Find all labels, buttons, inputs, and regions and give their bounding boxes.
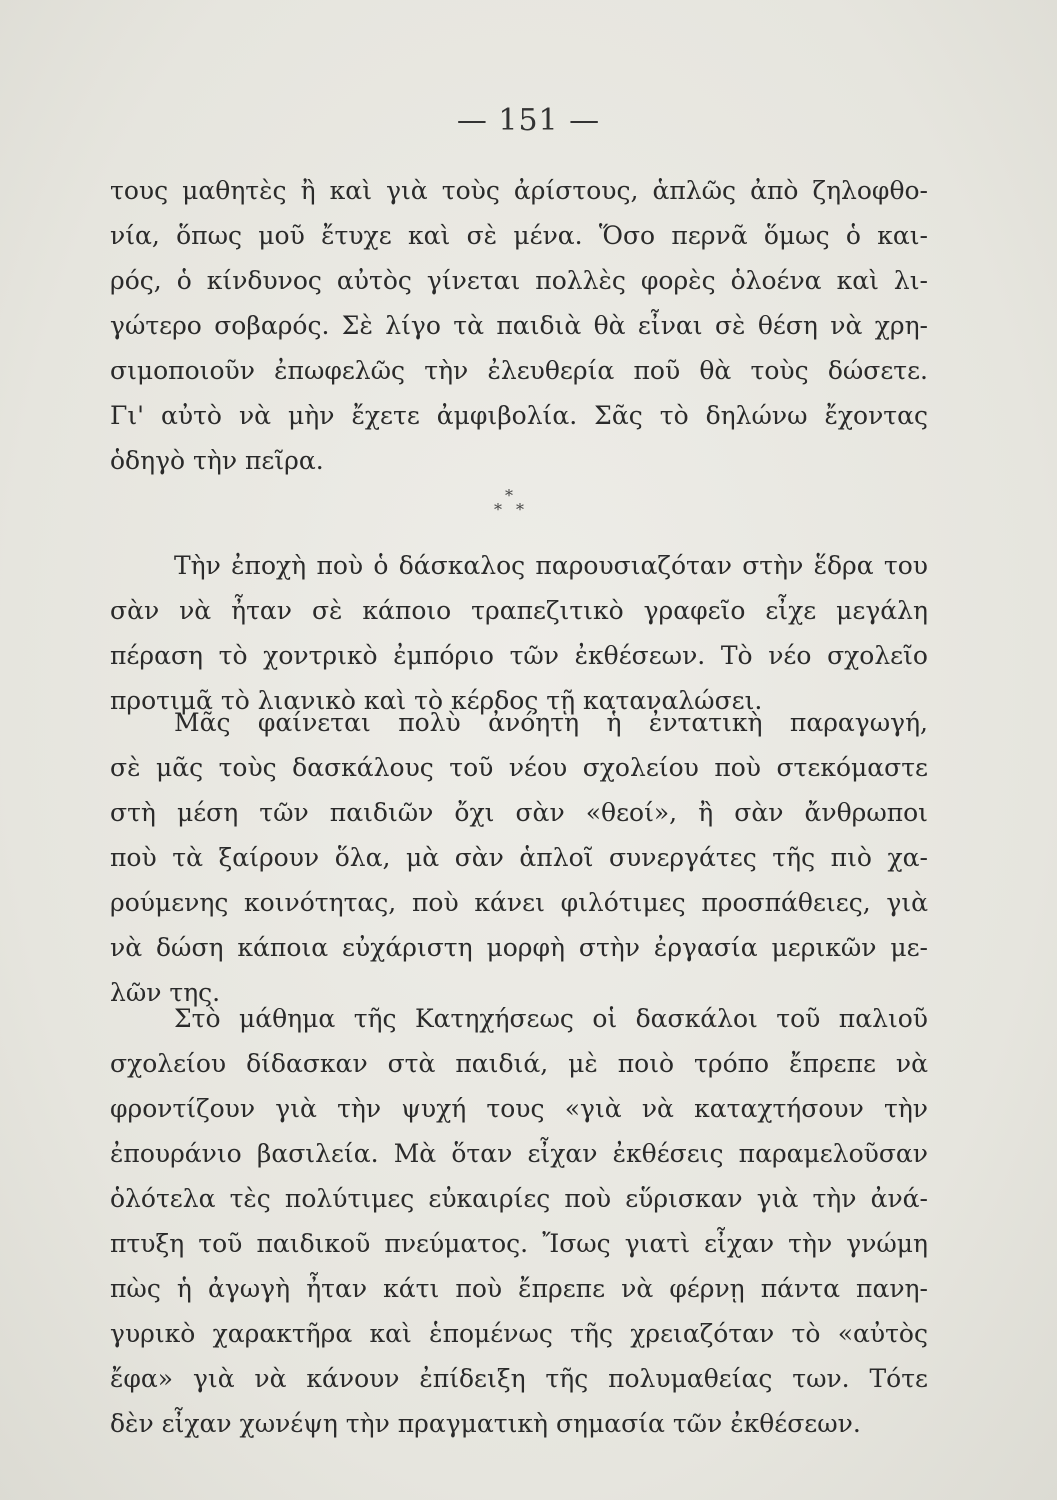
text-line: Τὴν ἐποχὴ ποὺ ὁ δάσκαλος παρουσιαζόταν στὴν ἕδρα του <box>174 551 928 580</box>
section-asterism <box>480 488 540 524</box>
text-line: ὁλότελα τὲς πολύτιμες εὐκαιρίες ποὺ εὕρισκαν γιὰ τὴν ἀνά- <box>110 1184 928 1213</box>
paragraph-4 <box>110 996 928 1446</box>
text-line: πτυξη τοῦ παιδικοῦ πνεύματος. Ἴσως γιατὶ εἶχαν τὴν γνώμη <box>110 1229 928 1258</box>
asterisk: * <box>505 486 513 505</box>
paragraph-3 <box>110 700 928 1015</box>
text-line: τους μαθητὲς ἢ καὶ γιὰ τοὺς ἀρίστους, ἁπλῶς ἀπὸ ζηλοφθο- <box>110 176 928 205</box>
text-line: λῶν της. <box>110 978 221 1007</box>
text-line: Στὸ μάθημα τῆς Κατηχήσεως οἱ δασκάλοι τοῦ παλιοῦ <box>174 1004 928 1033</box>
text-line: ρός, ὁ κίνδυνος αὐτὸς γίνεται πολλὲς φορὲς ὁλοένα καὶ λι- <box>110 266 928 295</box>
asterisk: * <box>494 500 502 519</box>
text-line: φροντίζουν γιὰ τὴν ψυχή τους «γιὰ νὰ καταχτήσουν τὴν <box>110 1094 928 1123</box>
text-line: ἐπουράνιο βασιλεία. Μὰ ὅταν εἶχαν ἐκθέσεις παραμελοῦσαν <box>110 1139 928 1168</box>
text-line: δὲν εἶχαν χωνέψη τὴν πραγματικὴ σημασία τῶν ἐκθέσεων. <box>110 1409 861 1438</box>
text-line: γώτερο σοβαρός. Σὲ λίγο τὰ παιδιὰ θὰ εἶναι σὲ θέση νὰ χρη- <box>110 311 928 340</box>
text-line: στὴ μέση τῶν παιδιῶν ὄχι σὰν «θεοί», ἢ σὰν ἄνθρωποι <box>110 798 928 827</box>
text-line: ἔφα» γιὰ νὰ κάνουν ἐπίδειξη τῆς πολυμαθείας των. Τότε <box>110 1364 928 1393</box>
paragraph-2 <box>110 543 928 723</box>
text-line: ρούμενης κοινότητας, ποὺ κάνει φιλότιμες προσπάθειες, γιὰ <box>110 888 928 917</box>
text-line: πέραση τὸ χοντρικὸ ἐμπόριο τῶν ἐκθέσεων. Τὸ νέο σχολεῖο <box>110 641 928 670</box>
text-line: πὼς ἡ ἀγωγὴ ἦταν κάτι ποὺ ἔπρεπε νὰ φέρνῃ πάντα πανη- <box>110 1274 928 1303</box>
text-line: ὁδηγὸ τὴν πεῖρα. <box>110 446 324 475</box>
text-line: σχολείου δίδασκαν στὰ παιδιά, μὲ ποιὸ τρόπο ἔπρεπε νὰ <box>110 1049 928 1078</box>
paragraph-1 <box>110 168 928 483</box>
text-line: σὲ μᾶς τοὺς δασκάλους τοῦ νέου σχολείου ποὺ στεκόμαστε <box>110 753 928 782</box>
text-line: σιμοποιοῦν ἐπωφελῶς τὴν ἐλευθερία ποῦ θὰ τοὺς δώσετε. <box>110 356 928 385</box>
text-line: Μᾶς φαίνεται πολὺ ἀνόητη ἡ ἐντατικὴ παραγωγή, <box>174 708 928 737</box>
asterisk: * <box>516 500 524 519</box>
text-line: Γι' αὐτὸ νὰ μὴν ἔχετε ἀμφιβολία. Σᾶς τὸ δηλώνω ἔχοντας <box>110 401 928 430</box>
page-number: — 151 — <box>456 103 601 138</box>
text-line: σὰν νὰ ἦταν σὲ κάποιο τραπεζιτικὸ γραφεῖο εἶχε μεγάλη <box>110 596 928 625</box>
text-line: γυρικὸ χαρακτῆρα καὶ ἑπομένως τῆς χρειαζόταν τὸ «αὐτὸς <box>110 1319 928 1348</box>
text-line: νὰ δώση κάποια εὐχάριστη μορφὴ στὴν ἐργασία μερικῶν με- <box>110 933 928 962</box>
text-line: νία, ὅπως μοῦ ἔτυχε καὶ σὲ μένα. Ὅσο περνᾶ ὅμως ὁ και- <box>110 221 928 250</box>
text-line: ποὺ τὰ ξαίρουν ὅλα, μὰ σὰν ἁπλοῖ συνεργάτες τῆς πιὸ χα- <box>110 843 928 872</box>
text-line: προτιμᾶ τὸ λιανικὸ καὶ τὸ κέρδος τῇ καταναλώσει. <box>110 686 763 715</box>
